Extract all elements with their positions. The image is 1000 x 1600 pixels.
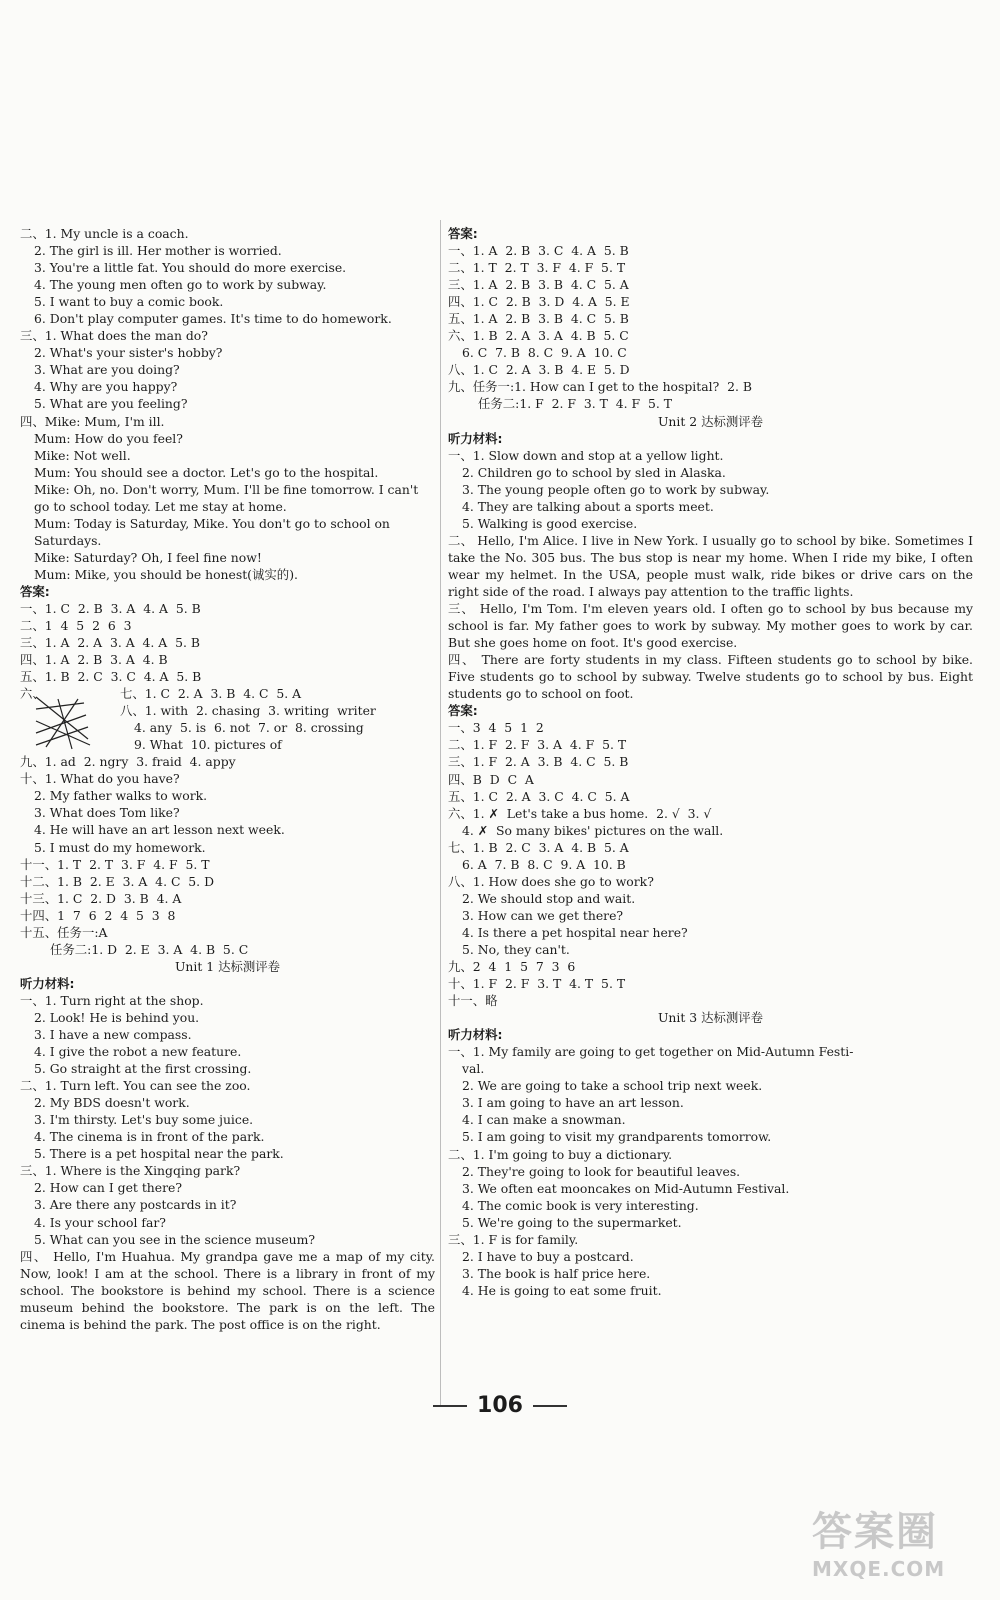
text-line: 九、1. ad 2. ngry 3. fraid 4. appy	[20, 754, 236, 770]
text-line: 5. We're going to the supermarket.	[462, 1214, 682, 1230]
matching-lines-figure	[28, 693, 98, 753]
text-line: 3. What are you doing?	[34, 362, 180, 378]
text-line: 十三、1. C 2. D 3. B 4. A	[20, 890, 182, 906]
text-line: 三、1. F 2. A 3. B 4. C 5. B	[448, 754, 629, 770]
left-column	[20, 225, 435, 1333]
text-line: 三、1. Where is the Xingqing park?	[20, 1163, 241, 1179]
text-line: 4. ✗ So many bikes' pictures on the wall.	[462, 822, 724, 838]
text-line: 三、1. F is for family.	[448, 1231, 579, 1247]
text-line: 3. I have a new compass.	[34, 1027, 192, 1043]
text-line: 3. We often eat mooncakes on Mid-Autumn Festival.	[462, 1180, 790, 1196]
text-line: 3. The book is half price here.	[462, 1265, 651, 1281]
text-line: 六、1. ✗ Let's take a bus home. 2. √ 3. √	[448, 805, 712, 821]
text-line: 5. I am going to visit my grandparents tomorrow.	[462, 1129, 772, 1145]
text-line: 四、1. A 2. B 3. A 4. B	[20, 652, 168, 668]
text-line: 6. Don't play computer games. It's time to do homework.	[34, 311, 392, 327]
text-line: 七、1. B 2. C 3. A 4. B 5. A	[448, 839, 629, 855]
text-line: 3. Are there any postcards in it?	[34, 1197, 237, 1213]
answer-line: 4. any 5. is 6. not 7. or 8. crossing	[134, 720, 364, 736]
text-line: 一、1. Slow down and stop at a yellow light.	[448, 447, 724, 463]
answer-line: 9. What 10. pictures of	[134, 737, 282, 753]
answer-line: 七、1. C 2. A 3. B 4. C 5. A	[120, 686, 302, 702]
text-line: 六、1. B 2. A 3. A 4. B 5. C	[448, 328, 629, 344]
text-line: 2. The girl is ill. Her mother is worried.	[34, 243, 282, 259]
text-line: 3. I am going to have an art lesson.	[462, 1095, 684, 1111]
section-heading: 答案:	[448, 703, 478, 719]
text-line: 4. The comic book is very interesting.	[462, 1197, 699, 1213]
text-line: 十、1. What do you have?	[20, 771, 180, 787]
text-line: 5. There is a pet hospital near the park.	[34, 1146, 284, 1162]
text-line: 任务二:1. D 2. E 3. A 4. B 5. C	[50, 941, 249, 957]
text-line: 二、1. I'm going to buy a dictionary.	[448, 1146, 673, 1162]
text-line: 3. What does Tom like?	[34, 805, 180, 821]
matching-exercise	[20, 685, 435, 753]
text-line: 一、1. Turn right at the shop.	[20, 992, 204, 1008]
text-line: 3. I'm thirsty. Let's buy some juice.	[34, 1112, 254, 1128]
text-line: 十一、1. T 2. T 3. F 4. F 5. T	[20, 856, 210, 872]
text-line: 一、3 4 5 1 2	[448, 720, 544, 736]
text-line: 十四、1 7 6 2 4 5 3 8	[20, 907, 176, 923]
section-heading: 答案:	[448, 226, 478, 241]
text-line: val.	[462, 1061, 485, 1077]
watermark-logo	[812, 1500, 987, 1592]
matching-line	[36, 721, 90, 745]
text-line: 二、 Hello, I'm Alice. I live in New York. I usually go to school by bike. Sometimes I take the No. 305 bus. The bus stop is near my home. When I ride my bike, I often wear my helmet. In the USA, people must walk, ride bikes or drive cars on the right side of the road. I always pay attention to the traffic lights.	[448, 532, 973, 599]
text-line: 十、1. F 2. F 3. T 4. T 5. T	[448, 976, 626, 992]
section-title: Unit 1 达标测评卷	[174, 958, 281, 974]
text-line: 6. A 7. B 8. C 9. A 10. B	[462, 856, 626, 872]
text-line: 一、1. A 2. B 3. C 4. A 5. B	[448, 243, 629, 259]
section-heading: 听力材料:	[448, 1027, 503, 1043]
text-line: Mum: Mike, you should be honest(诚实的).	[34, 566, 298, 582]
column-divider	[440, 220, 441, 1405]
watermark-text: 答案圈	[812, 1509, 938, 1555]
text-line: 九、2 4 1 5 7 3 6	[448, 959, 576, 975]
text-line: 二、1. My uncle is a coach.	[20, 226, 189, 241]
text-line: 4. The young men often go to work by subway.	[34, 277, 327, 293]
section-heading: 听力材料:	[448, 430, 503, 446]
text-line: 三、1. What does the man do?	[20, 328, 208, 344]
matching-label: 六、	[20, 686, 45, 702]
text-line: 2. Look! He is behind you.	[34, 1009, 200, 1025]
text-line: 2. They're going to look for beautiful leaves.	[462, 1163, 741, 1179]
text-line: 6. C 7. B 8. C 9. A 10. C	[462, 345, 627, 361]
text-line: 4. Is there a pet hospital near here?	[462, 924, 688, 940]
text-line: 2. My BDS doesn't work.	[34, 1095, 190, 1111]
text-line: 2. My father walks to work.	[34, 788, 208, 804]
text-line: 2. I have to buy a postcard.	[462, 1248, 634, 1264]
text-line: 一、1. C 2. B 3. A 4. A 5. B	[20, 601, 201, 617]
text-line: 二、1. F 2. F 3. A 4. F 5. T	[448, 737, 627, 753]
text-line: 2. How can I get there?	[34, 1180, 183, 1196]
text-line: 5. What can you see in the science museum?	[34, 1231, 316, 1247]
section-heading: 答案:	[20, 583, 50, 599]
text-line: 五、1. C 2. A 3. C 4. C 5. A	[448, 788, 630, 804]
text-line: 2. Children go to school by sled in Alaska.	[462, 464, 726, 480]
section-title: Unit 2 达标测评卷	[657, 413, 764, 429]
text-line: 三、 Hello, I'm Tom. I'm eleven years old. I often go to school by bus because my school is far. My father goes to work by subway. My mother goes to work by car. But she goes home on foot. It's good exercise.	[448, 601, 973, 651]
text-line: 2. We should stop and wait.	[462, 890, 636, 906]
text-line: 十五、任务一:A	[20, 924, 108, 940]
answer-line: 八、1. with 2. chasing 3. writing writer	[120, 703, 376, 719]
text-line: 4. I give the robot a new feature.	[34, 1044, 242, 1060]
text-line: 4. He will have an art lesson next week.	[34, 822, 285, 838]
section-heading: 听力材料:	[20, 975, 75, 991]
text-line: Mike: Saturday? Oh, I feel fine now!	[34, 549, 262, 565]
text-line: Mike: Not well.	[34, 447, 131, 463]
text-line: 三、1. A 2. B 3. B 4. C 5. A	[448, 277, 629, 293]
text-line: 四、 Hello, I'm Huahua. My grandpa gave me a map of my city. Now, look! I am at the school. There is a library in front of my school. The bookstore is behind my school. There is a science museum behind the bookstore. The park is on the left. The cinema is behind the park. The post office is on the right.	[20, 1248, 435, 1332]
text-line: 八、1. How does she go to work?	[448, 873, 654, 889]
text-line: 4. He is going to eat some fruit.	[462, 1282, 662, 1298]
text-line: 十二、1. B 2. E 3. A 4. C 5. D	[20, 873, 214, 889]
text-line: 5. I want to buy a comic book.	[34, 294, 224, 310]
watermark-url: MXQE.COM	[812, 1557, 946, 1581]
text-line: 三、1. A 2. A 3. A 4. A 5. B	[20, 635, 200, 651]
text-line: 3. You're a little fat. You should do more exercise.	[34, 260, 347, 276]
text-line: 4. Is your school far?	[34, 1214, 166, 1230]
text-line: 3. The young people often go to work by subway.	[462, 481, 770, 497]
page-number: 106	[0, 1393, 1000, 1418]
text-line: 五、1. B 2. C 3. C 4. A 5. B	[20, 669, 202, 685]
text-line: Mum: How do you feel?	[34, 430, 183, 446]
text-line: 一、1. My family are going to get together on Mid-Autumn Festi-	[448, 1044, 854, 1060]
text-line: 2. What's your sister's hobby?	[34, 345, 223, 361]
text-line: Saturdays.	[34, 532, 102, 548]
text-line: Mike: Oh, no. Don't worry, Mum. I'll be fine tomorrow. I can't	[34, 481, 419, 497]
text-line: 四、 There are forty students in my class. Fifteen students go to school by bike. Five students go to school by subway. Twelve students go to school by bus. Eight students go to school on foot.	[448, 652, 973, 702]
text-line: Mum: Today is Saturday, Mike. You don't go to school on	[34, 515, 390, 531]
text-line: 二、1. T 2. T 3. F 4. F 5. T	[448, 260, 626, 276]
text-line: 4. Why are you happy?	[34, 379, 178, 395]
text-line: 2. We are going to take a school trip next week.	[462, 1078, 763, 1094]
text-line: 四、1. C 2. B 3. D 4. A 5. E	[448, 294, 630, 310]
text-line: 四、B D C A	[448, 771, 534, 787]
text-line: 4. They are talking about a sports meet.	[462, 498, 714, 514]
text-line: 四、Mike: Mum, I'm ill.	[20, 413, 165, 429]
text-line: 4. The cinema is in front of the park.	[34, 1129, 265, 1145]
text-line: 十一、略	[448, 993, 498, 1009]
text-line: 5. Go straight at the first crossing.	[34, 1061, 252, 1077]
text-line: 九、任务一:1. How can I get to the hospital? 2. B	[448, 379, 752, 395]
section-title: Unit 3 达标测评卷	[657, 1010, 764, 1026]
text-line: 任务二:1. F 2. F 3. T 4. F 5. T	[478, 396, 672, 412]
text-line: 5. What are you feeling?	[34, 396, 188, 412]
text-line: 5. Walking is good exercise.	[462, 515, 638, 531]
text-line: 4. I can make a snowman.	[462, 1112, 626, 1128]
text-line: Mum: You should see a doctor. Let's go to the hospital.	[34, 464, 379, 480]
right-column	[448, 225, 973, 1299]
text-line: 五、1. A 2. B 3. B 4. C 5. B	[448, 311, 629, 327]
text-line: 八、1. C 2. A 3. B 4. E 5. D	[448, 362, 630, 378]
text-line: 二、1. Turn left. You can see the zoo.	[20, 1078, 251, 1094]
text-line: 3. How can we get there?	[462, 907, 624, 923]
text-line: 5. I must do my homework.	[34, 839, 206, 855]
text-line: 二、1 4 5 2 6 3	[20, 618, 132, 634]
text-line: go to school today. Let me stay at home.	[34, 498, 287, 514]
matching-answers	[120, 685, 376, 753]
text-line: 5. No, they can't.	[462, 941, 570, 957]
